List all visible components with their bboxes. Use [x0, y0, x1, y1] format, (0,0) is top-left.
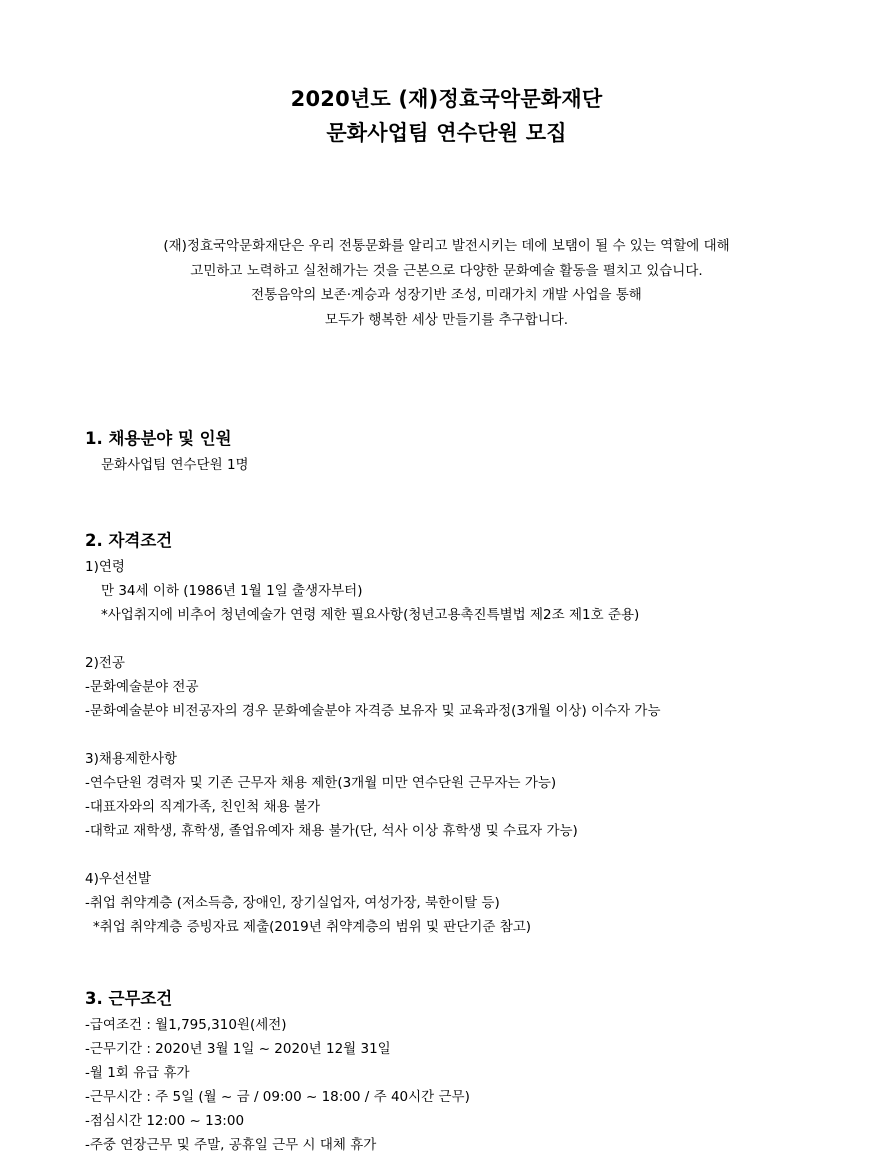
- section-2-heading: 2. 자격조건: [85, 531, 173, 550]
- condition-leave: -월 1회 유급 휴가: [85, 1065, 190, 1081]
- condition-lunch: -점심시간 12:00 ~ 13:00: [85, 1113, 245, 1129]
- section-1-content: 문화사업팀 연수단원 1명: [101, 457, 249, 473]
- condition-period: -근무기간 : 2020년 3월 1일 ~ 2020년 12월 31일: [85, 1041, 391, 1057]
- document-title: [0, 82, 893, 150]
- major-line-2: -문화예술분야 비전공자의 경우 문화예술분야 자격증 보유자 및 교육과정(3개월 이상) 이수자 가능: [85, 703, 661, 719]
- section-recruitment-field: [85, 426, 865, 477]
- age-line-2: *사업취지에 비추어 청년예술가 연령 제한 필요사항(청년고용촉진특별법 제2조 제1호 준용): [101, 607, 640, 623]
- intro-line-4: 모두가 행복한 세상 만들기를 추구합니다.: [324, 311, 569, 328]
- condition-hours: -근무시간 : 주 5일 (월 ~ 금 / 09:00 ~ 18:00 / 주 40시간 근무): [85, 1089, 470, 1105]
- intro-line-1: (재)정효국악문화재단은 우리 전통문화를 알리고 발전시키는 데에 보탬이 될 수 있는 역할에 대해: [163, 238, 730, 254]
- priority-label: 4)우선선발: [85, 871, 152, 887]
- condition-overtime: -주중 연장근무 및 주말, 공휴일 근무 시 대체 휴가: [85, 1137, 377, 1153]
- title-line-2: 문화사업팀 연수단원 모집: [326, 121, 567, 145]
- restrictions-line-2: -대표자와의 직계가족, 친인척 채용 불가: [85, 799, 320, 815]
- priority-line-1: -취업 취약계층 (저소득층, 장애인, 장기실업자, 여성가장, 북한이탈 등): [85, 895, 500, 911]
- intro-line-3: 전통음악의 보존·계승과 성장기반 조성, 미래가치 개발 사업을 통해: [251, 287, 642, 303]
- title-line-1: 2020년도 (재)정효국악문화재단: [290, 87, 603, 111]
- major-line-1: -문화예술분야 전공: [85, 679, 199, 695]
- section-3-heading: 3. 근무조건: [85, 989, 173, 1008]
- restrictions-line-3: -대학교 재학생, 휴학생, 졸업유예자 채용 불가(단, 석사 이상 휴학생 및 수료자 가능): [85, 823, 578, 839]
- section-1-heading: 1. 채용분야 및 인원: [85, 429, 232, 448]
- intro-line-2: 고민하고 노력하고 실천해가는 것을 근본으로 다양한 문화예술 활동을 펼치고 있습니다.: [190, 262, 703, 279]
- age-label: 1)연령: [85, 559, 125, 575]
- condition-salary: -급여조건 : 월1,795,310원(세전): [85, 1017, 287, 1033]
- restrictions-label: 3)채용제한사항: [85, 751, 178, 767]
- section-qualifications: [85, 528, 865, 939]
- priority-line-2: *취업 취약계층 증빙자료 제출(2019년 취약계층의 범위 및 판단기준 참고): [93, 919, 532, 935]
- section-working-conditions: [85, 986, 865, 1157]
- major-label: 2)전공: [85, 655, 125, 671]
- intro-paragraph: [0, 234, 893, 332]
- age-line-1: 만 34세 이하 (1986년 1월 1일 출생자부터): [101, 583, 363, 599]
- restrictions-line-1: -연수단원 경력자 및 기존 근무자 채용 제한(3개월 미만 연수단원 근무자는 가능): [85, 775, 557, 791]
